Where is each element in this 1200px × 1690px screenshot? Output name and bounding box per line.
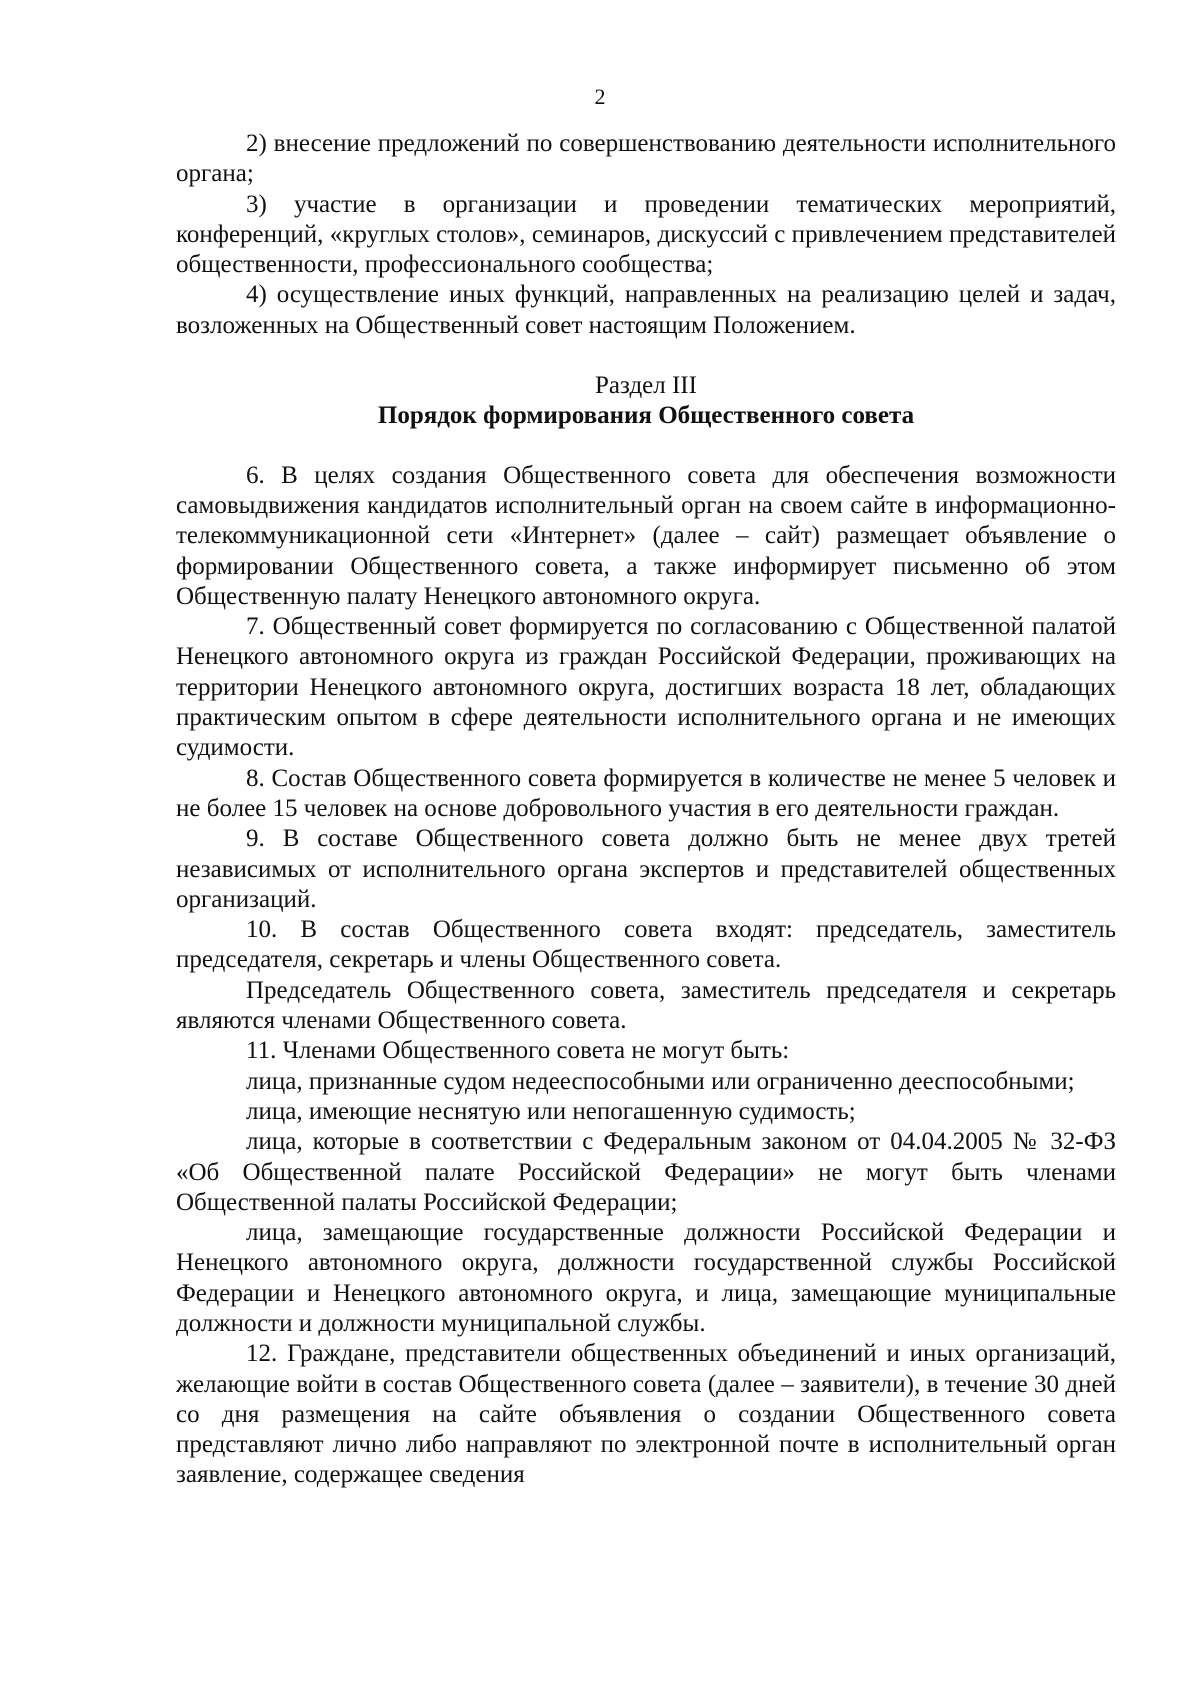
list-item-3: 3) участие в организации и проведении тематических мероприятий, конференций, «круглых столов», семинаров, дискуссий с привлечением представителей общественности, профессионального сообщества; xyxy=(176,190,1116,279)
paragraph-12: 12. Граждане, представители общественных объединений и иных организаций, желающие войти в состав Общественного совета (далее – заявители), в течение 30 дней со дня размещения на сайте объявления о создании Общественного совета представляют лично либо направляют по электронной почте в исполнительный орган заявление, содержащее сведения xyxy=(176,1340,1116,1489)
exclusion-item: лица, замещающие государственные должности Российской Федерации и Ненецкого автономного округа, должности государственной службы Российской Федерации и Ненецкого автономного округа, и лица, замещающие муниципальные должности и должности муниципальной службы. xyxy=(176,1219,1116,1337)
paragraph-9: 9. В составе Общественного совета должно быть не менее двух третей независимых от исполнительного органа экспертов и представителей общественных организаций. xyxy=(176,825,1116,913)
paragraph-10: 10. В состав Общественного совета входят: председатель, заместитель председателя, секретарь и члены Общественного совета. xyxy=(176,916,1116,974)
document-body xyxy=(176,129,1116,1491)
exclusion-item: лица, имеющие неснятую или непогашенную судимость; xyxy=(246,1097,856,1125)
section-title: Порядок формирования Общественного совета xyxy=(377,402,915,430)
paragraph-6: 6. В целях создания Общественного совета для обеспечения возможности самовыдвижения кандидатов исполнительный орган на своем сайте в информационно-телекоммуникационной сети «Интернет» (далее – сайт) размещает объявление о формировании Общественного совета, а также информирует письменно об этом Общественную палату Ненецкого автономного округа. xyxy=(176,461,1116,610)
paragraph-8: 8. Состав Общественного совета формируется в количестве не менее 5 человек и не более 15 человек на основе добровольного участия в его деятельности граждан. xyxy=(176,764,1116,822)
paragraph-11: 11. Членами Общественного совета не могут быть: xyxy=(246,1037,790,1065)
section-label: Раздел III xyxy=(595,372,697,400)
paragraph-7: 7. Общественный совет формируется по согласованию с Общественной палатой Ненецкого автономного округа из граждан Российской Федерации, проживающих на территории Ненецкого автономного округа, достигших возраста 18 лет, обладающих практическим опытом в сфере деятельности исполнительного органа и не имеющих судимости. xyxy=(176,613,1116,762)
list-item-2: 2) внесение предложений по совершенствованию деятельности исполнительного органа; xyxy=(176,130,1116,188)
exclusion-item: лица, которые в соответствии с Федеральным законом от 04.04.2005 № 32-ФЗ «Об Общественной палате Российской Федерации» не могут быть членами Общественной палаты Российской Федерации; xyxy=(176,1128,1116,1216)
section-heading xyxy=(176,371,1116,432)
exclusion-item: лица, признанные судом недееспособными или ограниченно дееспособными; xyxy=(246,1067,1075,1095)
paragraph-10-continued: Председатель Общественного совета, заместитель председателя и секретарь являются членами Общественного совета. xyxy=(176,976,1116,1035)
page-number: 2 xyxy=(594,84,606,109)
list-item-4: 4) осуществление иных функций, направленных на реализацию целей и задач, возложенных на Общественный совет настоящим Положением. xyxy=(176,281,1116,339)
